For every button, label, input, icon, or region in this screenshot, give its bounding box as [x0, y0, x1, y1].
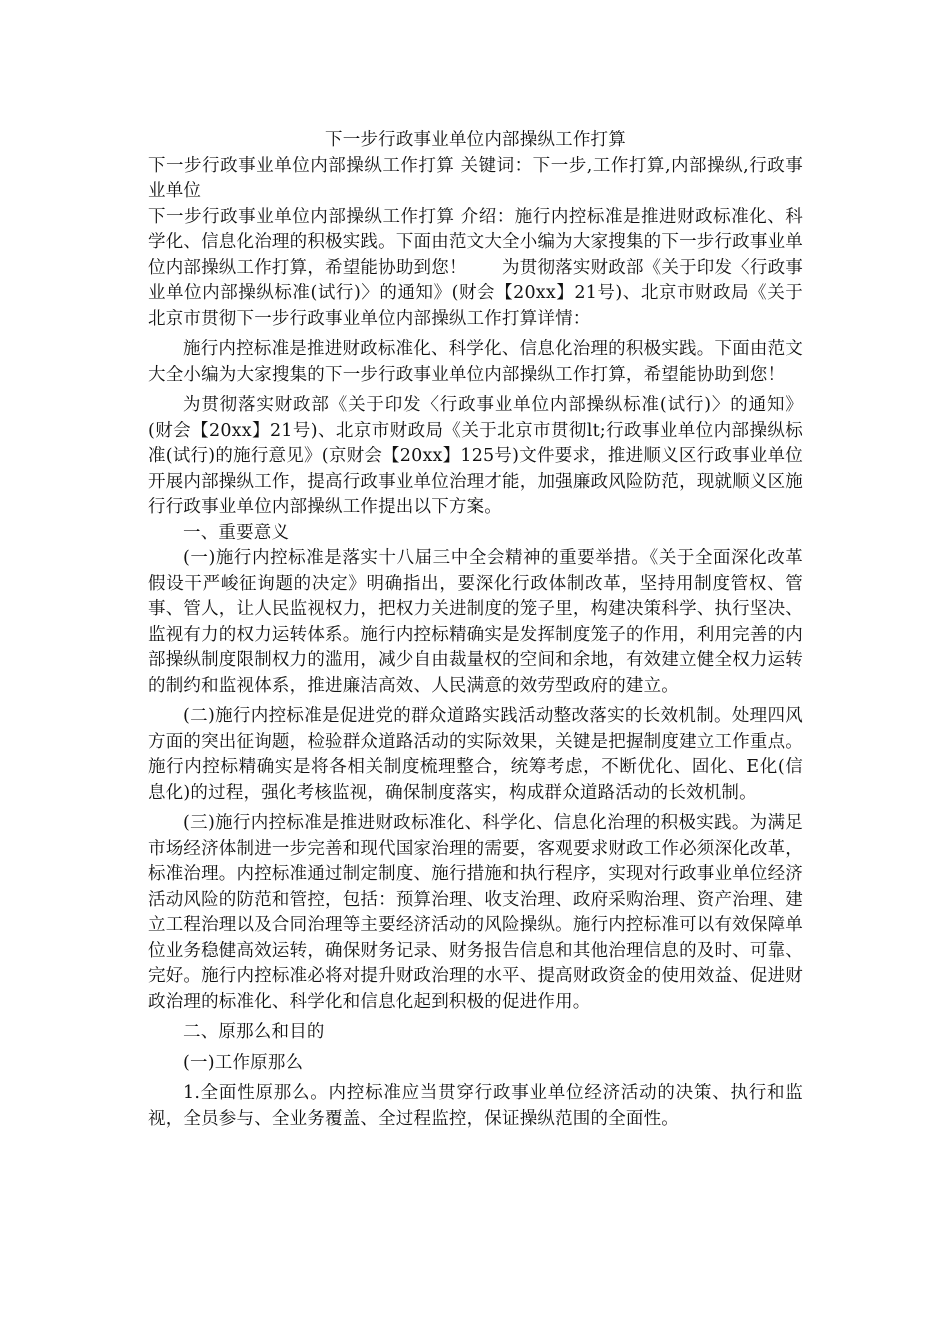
- document-title: 下一步行政事业单位内部操纵工作打算: [325, 130, 626, 150]
- paragraph: 为贯彻落实财政部《关于印发〈行政事业单位内部操纵标准(试行)〉的通知》(财会【20xx】21号)、北京市财政局《关于北京市贯彻lt;行政事业单位内部操纵标准(试行)的施行意见》(京财会【20xx】125号)文件要求，推进顺义区行政事业单位开展内部操纵工作，提高行政事业单位治理才能，加强廉政风险防范，现就顺义区施行行政事业单位内部操纵工作提出以下方案。: [148, 395, 803, 517]
- section-heading: 二、原那么和目的: [183, 1022, 325, 1042]
- intro-line: 下一步行政事业单位内部操纵工作打算 介绍：施行内控标准是推进财政标准化、科学化、信息化治理的积极实践。下面由范文大全小编为大家搜集的下一步行政事业单位内部操纵工作打算，希望能协助到您！ 为贯彻落实财政部《关于印发〈行政事业单位内部操纵标准(试行)〉的通知》(财会【20xx】21号)、北京市财政局《关于北京市贯彻下一步行政事业单位内部操纵工作打算详情：: [148, 206, 803, 329]
- paragraph: (二)施行内控标准是促进党的群众道路实践活动整改落实的长效机制。处理四风方面的突出征询题，检验群众道路活动的实际效果，关键是把握制度建立工作重点。施行内控标精确实是将各相关制度梳理整合，统筹考虑，不断优化、固化、E化(信息化)的过程，强化考核监视，确保制度落实，构成群众道路活动的长效机制。: [148, 706, 803, 803]
- paragraph: 施行内控标准是推进财政标准化、科学化、信息化治理的积极实践。下面由范文大全小编为大家搜集的下一步行政事业单位内部操纵工作打算，希望能协助到您！: [148, 339, 803, 385]
- subsection-heading: (一)工作原那么: [183, 1052, 304, 1073]
- document-page: [148, 128, 803, 1132]
- keywords-line: 下一步行政事业单位内部操纵工作打算 关键词：下一步,工作打算,内部操纵,行政事业单位: [148, 155, 803, 201]
- paragraph: (一)施行内控标准是落实十八届三中全会精神的重要举措。《关于全面深化改革假设干严峻征询题的决定》明确指出，要深化行政体制改革，坚持用制度管权、管事、管人，让人民监视权力，把权力关进制度的笼子里，构建决策科学、执行坚决、监视有力的权力运转体系。施行内控标精确实是发挥制度笼子的作用，利用完善的内部操纵制度限制权力的滥用，减少自由裁量权的空间和余地，有效建立健全权力运转的制约和监视体系，推进廉洁高效、人民满意的效劳型政府的建立。: [148, 548, 803, 696]
- paragraph: (三)施行内控标准是推进财政标准化、科学化、信息化治理的积极实践。为满足市场经济体制进一步完善和现代国家治理的需要，客观要求财政工作必须深化改革，标准治理。内控标准通过制定制度、施行措施和执行程序，实现对行政事业单位经济活动风险的防范和管控，包括：预算治理、收支治理、政府采购治理、资产治理、建立工程治理以及合同治理等主要经济活动的风险操纵。施行内控标准可以有效保障单位业务稳健高效运转，确保财务记录、财务报告信息和其他治理信息的及时、可靠、完好。施行内控标准必将对提升财政治理的水平、提高财政资金的使用效益、促进财政治理的标准化、科学化和信息化起到积极的促进作用。: [148, 813, 803, 1012]
- section-heading: 一、重要意义: [183, 522, 290, 543]
- paragraph: 1.全面性原那么。内控标准应当贯穿行政事业单位经济活动的决策、执行和监视，全员参与、全业务覆盖、全过程监控，保证操纵范围的全面性。: [148, 1083, 803, 1129]
